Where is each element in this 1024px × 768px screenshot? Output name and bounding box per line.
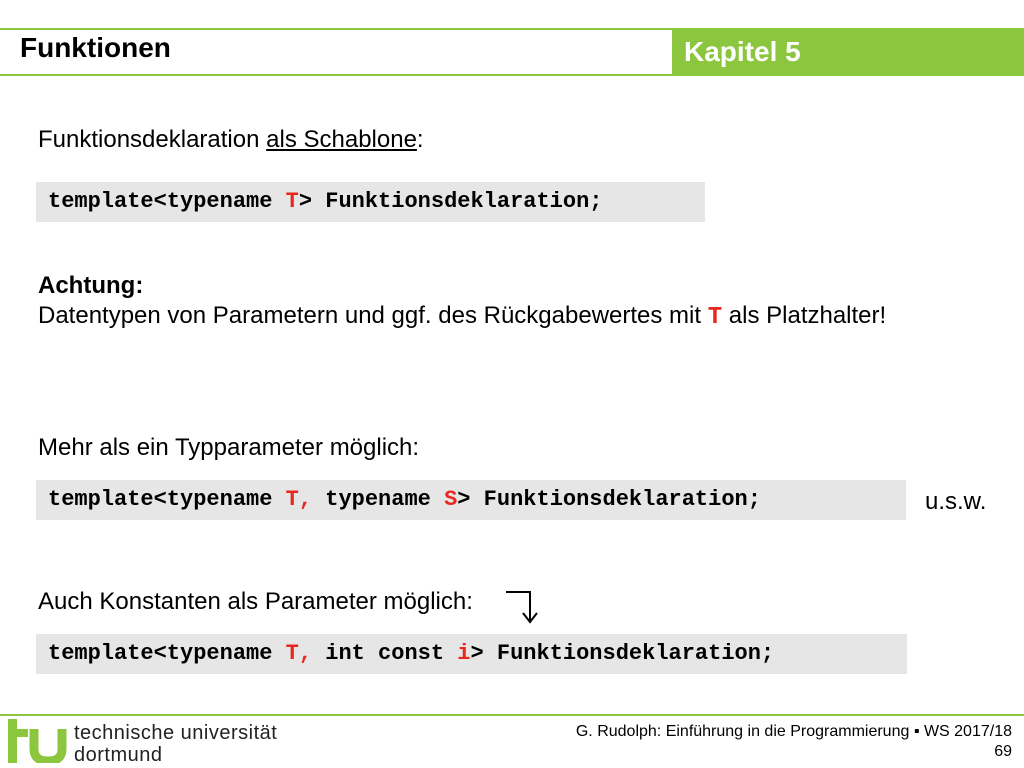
declaration-heading: Funktionsdeklaration als Schablone: bbox=[38, 126, 424, 153]
header-divider bbox=[0, 74, 1024, 76]
arrow-down-icon bbox=[504, 588, 544, 628]
page-number: 69 bbox=[994, 743, 1012, 760]
attention-label: Achtung: bbox=[38, 272, 144, 299]
footer-divider bbox=[0, 714, 1024, 716]
attention-text: Datentypen von Parametern und ggf. des Rückgabewertes mit T als Platzhalter! bbox=[38, 302, 887, 331]
const-param-heading: Auch Konstanten als Parameter möglich: bbox=[38, 588, 473, 615]
code-block-multi-template: template<typename T, typename S> Funktionsdeklaration; bbox=[36, 480, 906, 520]
multi-param-heading: Mehr als ein Typparameter möglich: bbox=[38, 434, 420, 461]
university-name: technische universität dortmund bbox=[74, 722, 278, 766]
footer-credit: G. Rudolph: Einführung in die Programmierung ▪ WS 2017/18 69 bbox=[575, 723, 1012, 760]
slide-title: Funktionen bbox=[20, 32, 171, 63]
code-block-single-template: template<typename T> Funktionsdeklaration; bbox=[36, 182, 705, 222]
code-block-const-template: template<typename T, int const i> Funktionsdeklaration; bbox=[36, 634, 907, 674]
tu-dortmund-logo bbox=[6, 719, 70, 763]
declaration-underlined: als Schablone bbox=[266, 126, 417, 153]
placeholder-T: T bbox=[707, 304, 723, 331]
usw-text: u.s.w. bbox=[925, 488, 987, 515]
chapter-badge: Kapitel 5 bbox=[672, 30, 1024, 74]
